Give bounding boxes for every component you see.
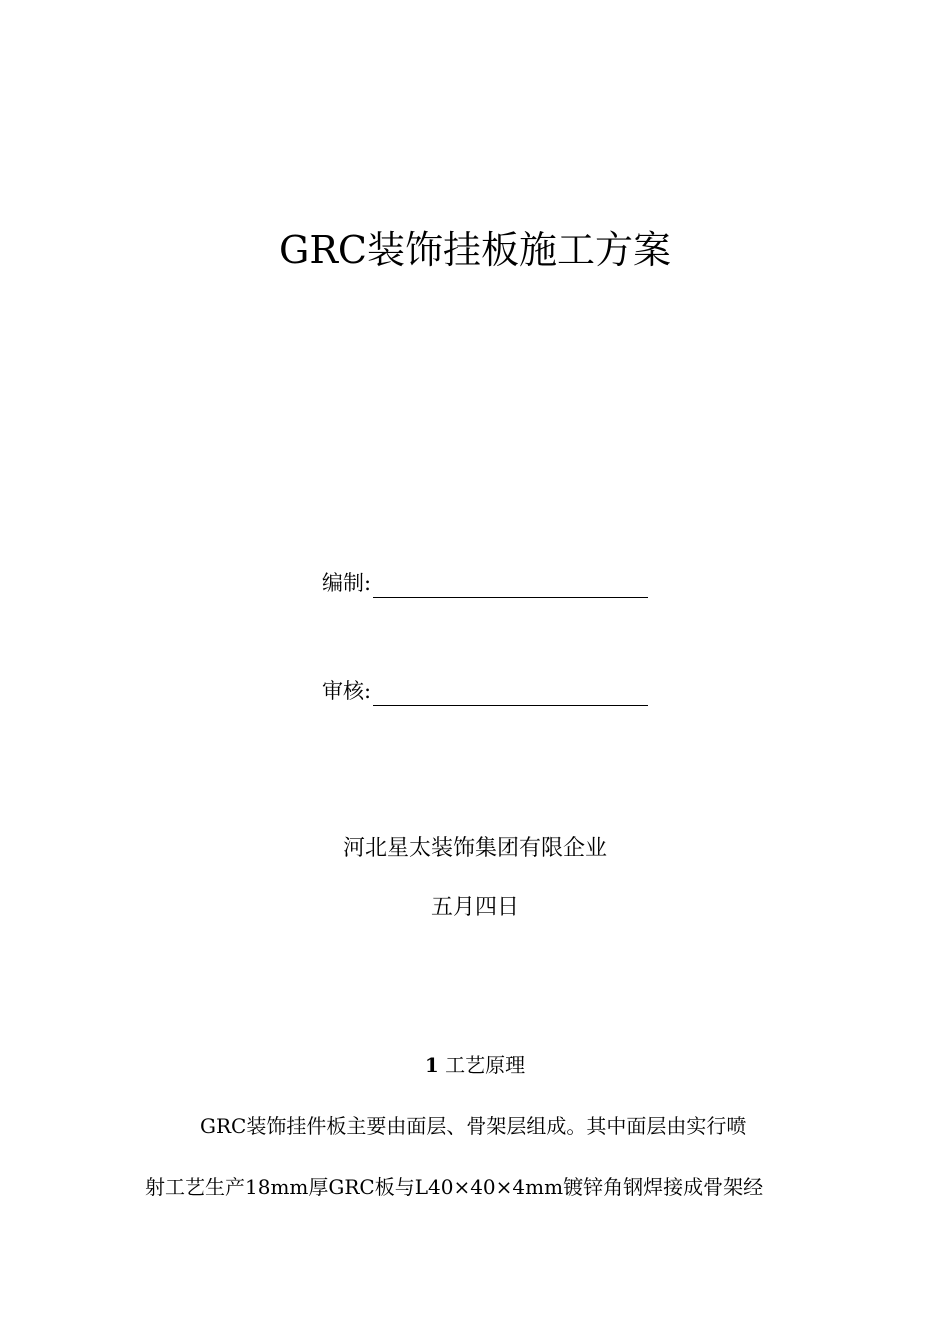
document-date: 五月四日 — [430, 895, 519, 920]
body-paragraph-line: 射工艺生产18mm厚GRC板与L40×40×4mm镀锌角钢焊接成骨架经 — [145, 1175, 764, 1199]
reviewer-signature-line — [373, 683, 648, 706]
page-title: GRC装饰挂板施工方案 — [278, 228, 672, 272]
section-heading-text: 工艺原理 — [445, 1053, 526, 1077]
body-paragraph-line: GRC装饰挂件板主要由面层、骨架层组成。其中面层由实行喷 — [200, 1114, 747, 1138]
company-name: 河北星太装饰集团有限企业 — [342, 836, 607, 861]
section-heading — [0, 1051, 950, 1079]
compiler-sign-field — [322, 568, 648, 598]
compiler-signature-line — [373, 575, 648, 598]
reviewer-sign-field — [322, 676, 648, 706]
compiler-label: 编制: — [322, 571, 372, 595]
reviewer-label: 审核: — [322, 679, 372, 703]
section-number: 1 — [424, 1053, 439, 1077]
